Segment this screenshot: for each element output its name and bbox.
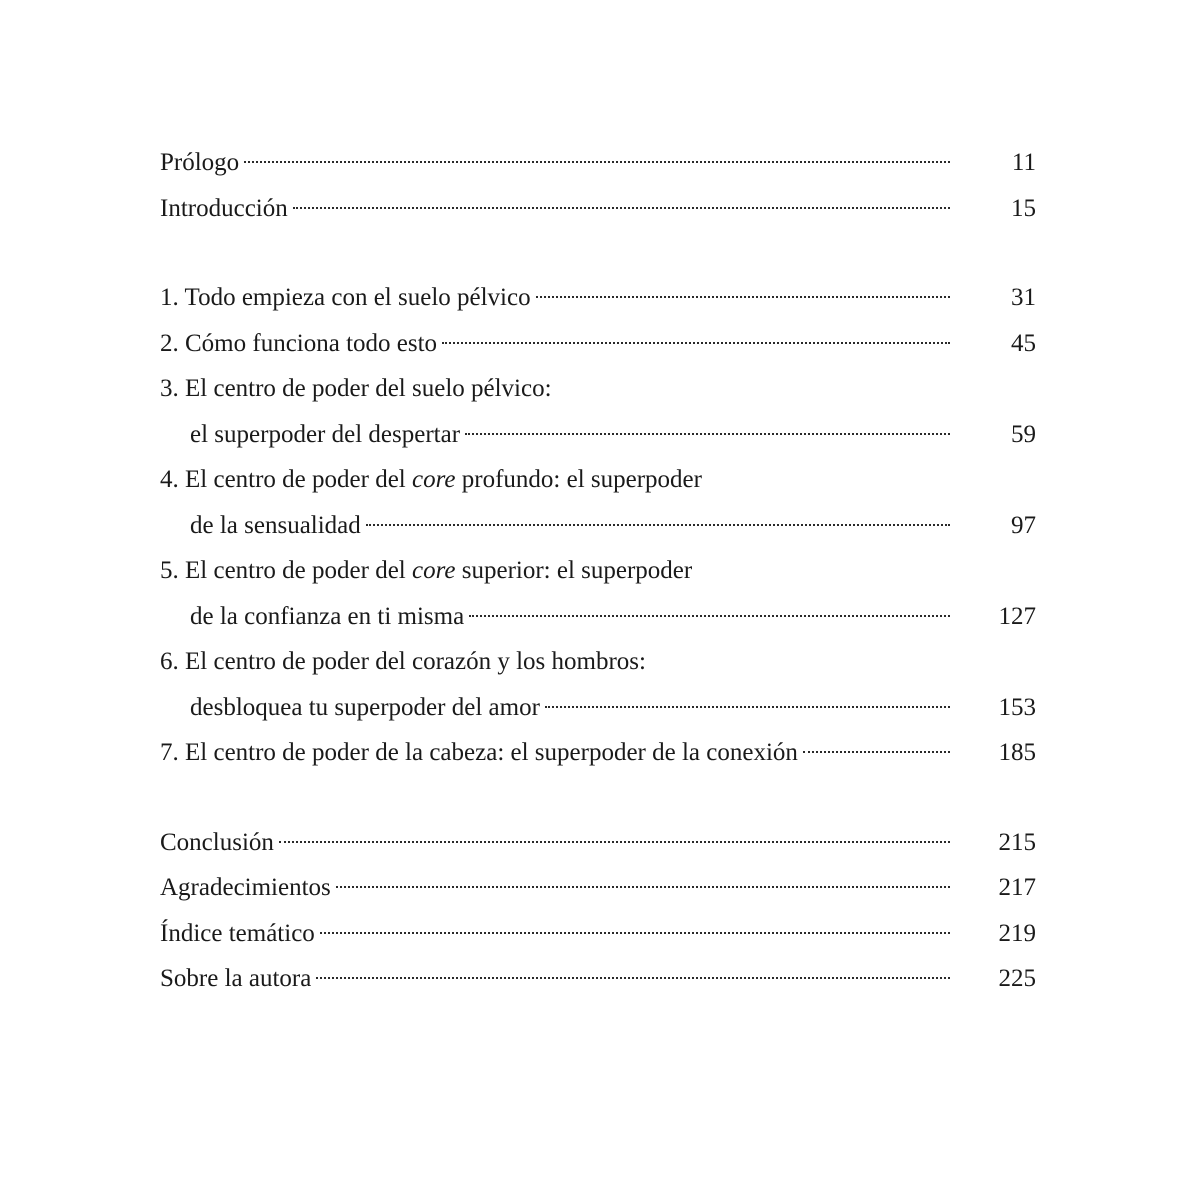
toc-page-number: 127 (998, 602, 1036, 630)
toc-entry-title (160, 548, 695, 594)
toc-entry-subtitle: de la sensualidad (160, 503, 364, 549)
toc-page-number: 15 (1011, 194, 1036, 222)
toc-page-number: 217 (998, 874, 1036, 901)
toc-entry-line (160, 366, 1036, 412)
toc-entry-title: Índice temático (160, 911, 318, 957)
toc-entry-prologo[interactable] (160, 140, 1036, 186)
toc-entry-line (160, 685, 1036, 731)
dot-leader (293, 207, 950, 209)
dot-leader (316, 977, 950, 979)
toc-entry-line (160, 412, 1036, 458)
title-part: profundo: el superpoder (455, 466, 702, 493)
toc-group-chapters (160, 275, 1036, 776)
toc-entry-conclusion[interactable] (160, 820, 1036, 866)
toc-page-number: 11 (1011, 149, 1036, 176)
dot-leader (244, 161, 950, 163)
toc-entry-line (160, 503, 1036, 549)
dot-leader (366, 524, 950, 526)
toc-page-number: 97 (1011, 511, 1036, 539)
dot-leader (336, 886, 950, 888)
toc-page-number: 31 (1011, 284, 1036, 311)
toc-entry-title: 1. Todo empieza con el suelo pélvico (160, 275, 534, 321)
toc-entry-chapter-3[interactable] (160, 366, 1036, 457)
toc-entry-title: 7. El centro de poder de la cabeza: el superpoder de la conexión (160, 730, 801, 776)
toc-entry-title: Sobre la autora (160, 956, 314, 1002)
toc-entry-chapter-1[interactable] (160, 275, 1036, 321)
dot-leader (536, 296, 950, 298)
toc-entry-title: Agradecimientos (160, 865, 334, 911)
toc-entry-indice-tematico[interactable] (160, 911, 1036, 957)
toc-entry-title: 2. Cómo funciona todo esto (160, 321, 440, 367)
title-part: 5. El centro de poder del (160, 557, 412, 584)
toc-entry-line (160, 594, 1036, 640)
title-italic-term: core (412, 466, 456, 493)
toc-entry-subtitle: el superpoder del despertar (160, 412, 463, 458)
dot-leader (320, 932, 950, 934)
toc-entry-chapter-2[interactable] (160, 321, 1036, 367)
toc-entry-subtitle: de la confianza en ti misma (160, 594, 467, 640)
toc-entry-chapter-7[interactable] (160, 730, 1036, 776)
toc-entry-title: Conclusión (160, 820, 277, 866)
toc-page-number: 59 (1011, 420, 1036, 448)
toc-page-number: 153 (998, 693, 1036, 721)
toc-entry-chapter-4[interactable] (160, 457, 1036, 548)
dot-leader (803, 751, 950, 753)
toc-entry-title: 6. El centro de poder del corazón y los hombros: (160, 639, 649, 685)
toc-entry-introduccion[interactable] (160, 186, 1036, 232)
toc-entry-sobre-la-autora[interactable] (160, 956, 1036, 1002)
toc-entry-line (160, 548, 1036, 594)
toc-entry-chapter-5[interactable] (160, 548, 1036, 639)
toc-page-number: 215 (998, 828, 1036, 856)
toc-page-number: 185 (998, 739, 1036, 766)
title-part: 4. El centro de poder del (160, 466, 412, 493)
toc-entry-line (160, 639, 1036, 685)
toc-entry-title: Introducción (160, 186, 291, 232)
toc-entry-title: 3. El centro de poder del suelo pélvico: (160, 366, 555, 412)
dot-leader (442, 342, 950, 344)
dot-leader (469, 615, 950, 617)
toc-entry-agradecimientos[interactable] (160, 865, 1036, 911)
dot-leader (465, 433, 950, 435)
toc-group-front-matter (160, 140, 1036, 231)
toc-entry-title: Prólogo (160, 140, 242, 186)
toc-page-number: 225 (998, 965, 1036, 992)
toc-group-back-matter (160, 820, 1036, 1002)
dot-leader (545, 706, 950, 708)
toc-entry-chapter-6[interactable] (160, 639, 1036, 730)
table-of-contents (160, 140, 1036, 1002)
toc-entry-subtitle: desbloquea tu superpoder del amor (160, 685, 543, 731)
title-italic-term: core (412, 557, 456, 584)
toc-entry-title (160, 457, 705, 503)
toc-entry-line (160, 457, 1036, 503)
title-part: superior: el superpoder (455, 557, 693, 584)
dot-leader (279, 841, 950, 843)
toc-page-number: 219 (998, 919, 1036, 947)
toc-page-number: 45 (1011, 329, 1036, 357)
